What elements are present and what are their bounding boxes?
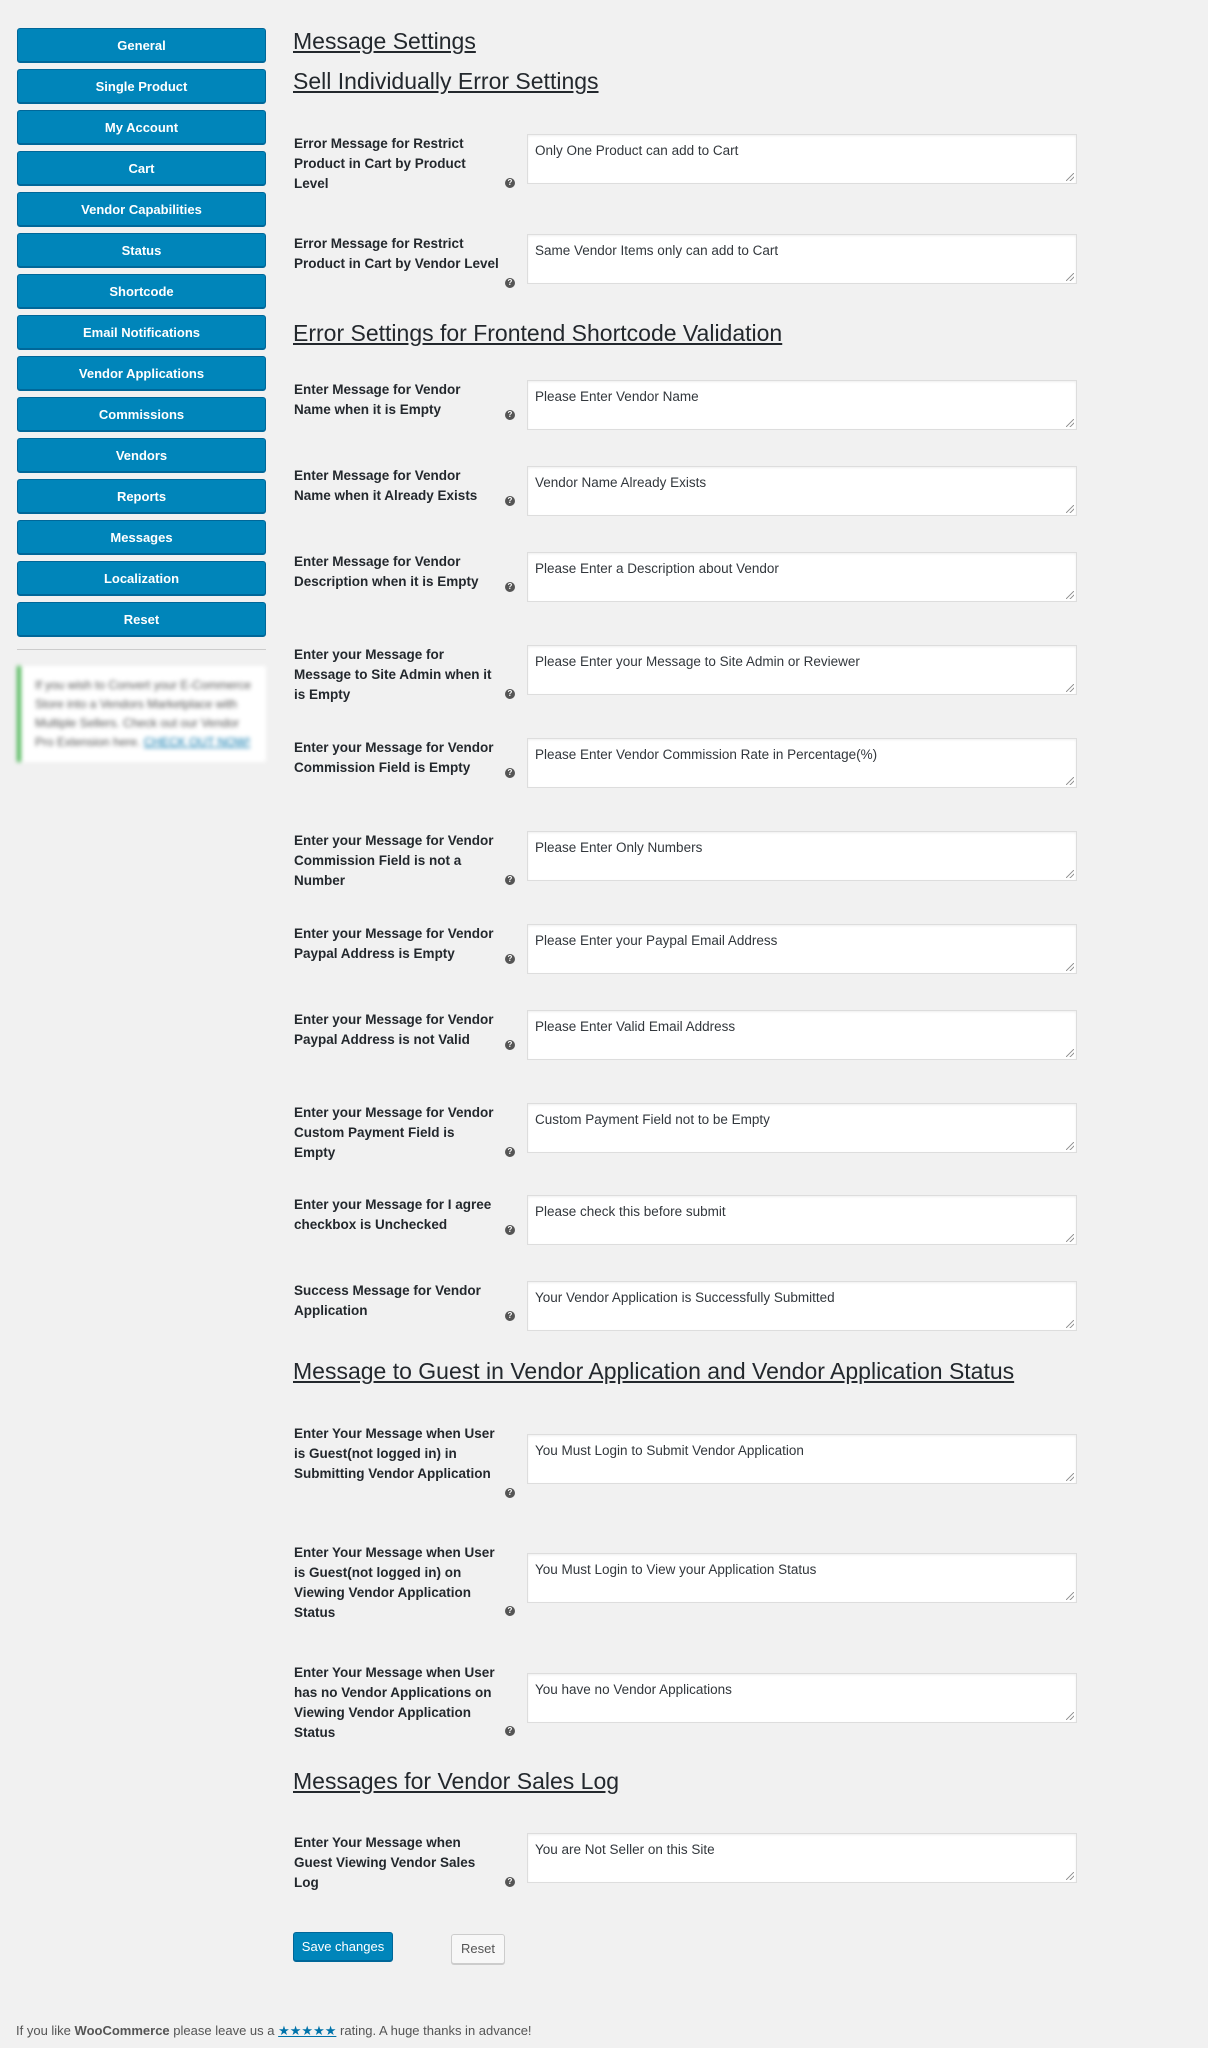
help-tooltip-icon[interactable]: ? [505,875,515,885]
promo-link[interactable]: CHECK OUT NOW! [143,735,251,749]
message-textarea[interactable]: Your Vendor Application is Successfully Submitted [527,1281,1077,1331]
help-tooltip-icon[interactable]: ? [505,1311,515,1321]
resize-grip-icon[interactable] [1066,1712,1074,1720]
section-title-frontend-validation: Error Settings for Frontend Shortcode Validation [293,320,783,346]
nav-reset-button[interactable]: Reset [17,602,266,637]
nav-status-button[interactable]: Status [17,233,266,268]
section-title-sales-log: Messages for Vendor Sales Log [293,1768,620,1794]
footer-middle: please leave us a [173,2023,275,2038]
nav-vendor-capabilities-button[interactable]: Vendor Capabilities [17,192,266,227]
setting-label: Enter your Message for Message to Site Admin when it is Empty [294,647,492,702]
resize-grip-icon[interactable] [1066,173,1074,181]
resize-grip-icon[interactable] [1066,1142,1074,1150]
setting-label: Enter Your Message when User is Guest(not logged in) on Viewing Vendor Application Status [294,1545,495,1620]
setting-label: Enter Your Message when User is Guest(not logged in) in Submitting Vendor Application [294,1426,495,1481]
nav-vendors-button[interactable]: Vendors [17,438,266,473]
nav-general-button[interactable]: General [17,28,266,63]
help-tooltip-icon[interactable]: ? [505,1606,515,1616]
help-tooltip-icon[interactable]: ? [505,496,515,506]
resize-grip-icon[interactable] [1066,1473,1074,1481]
message-textarea[interactable]: You have no Vendor Applications [527,1673,1077,1723]
resize-grip-icon[interactable] [1066,1234,1074,1242]
settings-sidebar [17,28,266,762]
help-tooltip-icon[interactable]: ? [505,689,515,699]
help-tooltip-icon[interactable]: ? [505,278,515,288]
footer-prefix: If you like [16,2023,71,2038]
footer-rating-link[interactable]: ★★★★★ [278,2023,337,2038]
message-textarea[interactable]: You Must Login to Submit Vendor Application [527,1434,1077,1484]
resize-grip-icon[interactable] [1066,1872,1074,1880]
setting-label: Enter Your Message when User has no Vendor Applications on Viewing Vendor Application Status [294,1665,495,1740]
promo-notice [17,666,266,762]
setting-label: Enter your Message for Vendor Paypal Address is Empty [294,926,494,961]
message-textarea[interactable]: Custom Payment Field not to be Empty [527,1103,1077,1153]
nav-shortcode-button[interactable]: Shortcode [17,274,266,309]
footer-suffix: rating. A huge thanks in advance! [340,2023,532,2038]
sidebar-divider [17,649,266,650]
help-tooltip-icon[interactable]: ? [505,178,515,188]
setting-label: Enter your Message for Vendor Commission Field is Empty [294,740,494,775]
admin-footer-text [16,2023,532,2039]
nav-single-product-button[interactable]: Single Product [17,69,266,104]
resize-grip-icon[interactable] [1066,1592,1074,1600]
help-tooltip-icon[interactable]: ? [505,768,515,778]
message-textarea[interactable]: Vendor Name Already Exists [527,466,1077,516]
message-textarea[interactable]: Same Vendor Items only can add to Cart [527,234,1077,284]
help-tooltip-icon[interactable]: ? [505,1726,515,1736]
nav-cart-button[interactable]: Cart [17,151,266,186]
section-title-sell-individually: Sell Individually Error Settings [293,68,599,94]
message-textarea[interactable]: Please Enter Vendor Commission Rate in Percentage(%) [527,738,1077,788]
resize-grip-icon[interactable] [1066,591,1074,599]
message-textarea[interactable]: Please Enter Vendor Name [527,380,1077,430]
reset-button[interactable]: Reset [451,1934,505,1964]
resize-grip-icon[interactable] [1066,684,1074,692]
resize-grip-icon[interactable] [1066,1049,1074,1057]
section-title-guest-messages: Message to Guest in Vendor Application and Vendor Application Status [293,1358,1015,1384]
nav-vendor-applications-button[interactable]: Vendor Applications [17,356,266,391]
message-textarea[interactable]: Please Enter a Description about Vendor [527,552,1077,602]
nav-my-account-button[interactable]: My Account [17,110,266,145]
resize-grip-icon[interactable] [1066,1320,1074,1328]
setting-label: Enter your Message for Vendor Commission Field is not a Number [294,833,494,888]
message-textarea[interactable]: Please check this before submit [527,1195,1077,1245]
message-textarea[interactable]: Please Enter Only Numbers [527,831,1077,881]
resize-grip-icon[interactable] [1066,870,1074,878]
help-tooltip-icon[interactable]: ? [505,954,515,964]
page-title: Message Settings [293,28,476,54]
setting-label: Enter your Message for Vendor Custom Payment Field is Empty [294,1105,494,1160]
nav-localization-button[interactable]: Localization [17,561,266,596]
resize-grip-icon[interactable] [1066,419,1074,427]
nav-email-notifications-button[interactable]: Email Notifications [17,315,266,350]
setting-label: Error Message for Restrict Product in Cart by Vendor Level [294,236,499,271]
message-textarea[interactable]: Please Enter your Message to Site Admin or Reviewer [527,645,1077,695]
setting-label: Enter Message for Vendor Description when it is Empty [294,554,479,589]
nav-commissions-button[interactable]: Commissions [17,397,266,432]
resize-grip-icon[interactable] [1066,273,1074,281]
nav-messages-button[interactable]: Messages [17,520,266,555]
setting-label: Success Message for Vendor Application [294,1283,481,1318]
message-textarea[interactable]: You Must Login to View your Application Status [527,1553,1077,1603]
help-tooltip-icon[interactable]: ? [505,410,515,420]
nav-reports-button[interactable]: Reports [17,479,266,514]
save-changes-button[interactable]: Save changes [293,1932,393,1962]
resize-grip-icon[interactable] [1066,777,1074,785]
help-tooltip-icon[interactable]: ? [505,1488,515,1498]
help-tooltip-icon[interactable]: ? [505,1040,515,1050]
setting-label: Enter Your Message when Guest Viewing Vendor Sales Log [294,1835,476,1890]
message-textarea[interactable]: Please Enter Valid Email Address [527,1010,1077,1060]
setting-label: Enter Message for Vendor Name when it is Empty [294,382,461,417]
message-textarea[interactable]: Please Enter your Paypal Email Address [527,924,1077,974]
help-tooltip-icon[interactable]: ? [505,582,515,592]
setting-label: Enter Message for Vendor Name when it Already Exists [294,468,478,503]
resize-grip-icon[interactable] [1066,963,1074,971]
promo-text: If you wish to Convert your E-Commerce Store into a Vendors Marketplace with Multiple Sellers. Check out our Vendor Pro Extension here. [35,678,252,749]
message-textarea[interactable]: Only One Product can add to Cart [527,134,1077,184]
setting-label: Enter your Message for Vendor Paypal Address is not Valid [294,1012,494,1047]
resize-grip-icon[interactable] [1066,505,1074,513]
help-tooltip-icon[interactable]: ? [505,1225,515,1235]
setting-label: Error Message for Restrict Product in Cart by Product Level [294,136,466,191]
footer-brand: WooCommerce [74,2023,170,2038]
help-tooltip-icon[interactable]: ? [505,1147,515,1157]
setting-label: Enter your Message for I agree checkbox is Unchecked [294,1197,492,1232]
message-textarea[interactable]: You are Not Seller on this Site [527,1833,1077,1883]
help-tooltip-icon[interactable]: ? [505,1877,515,1887]
